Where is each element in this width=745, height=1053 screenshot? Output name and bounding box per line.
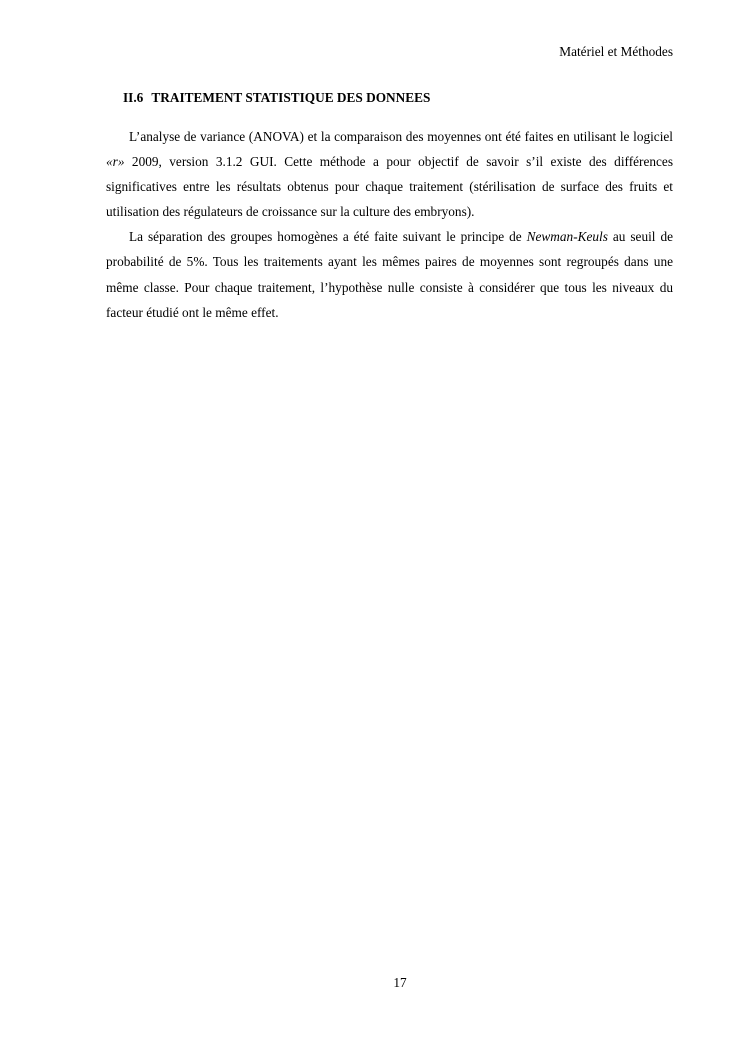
page-number: 17 [393,975,407,990]
method-name: Newman-Keuls [526,229,608,245]
paragraph-newman-keuls-text-2: au seuil de probabilité de 5%. Tous les traitements ayant les mêmes paires de moyennes sont regroupés dans une même classe. Pour chaque traitement, l’hypothèse nulle consiste à considérer que tous les niveaux du facteur étudié ont le même effet. [106,229,673,320]
section-number: II.6 [123,90,144,105]
paragraph-anova-text-1: L’analyse de variance (ANOVA) et la comparaison des moyennes ont été faites en utilisant le logiciel [129,129,673,144]
paragraph-newman-keuls [106,224,673,324]
paragraph-anova [106,124,673,224]
section-title: TRAITEMENT STATISTIQUE DES DONNEES [151,90,431,105]
paragraph-newman-keuls-text-1: La séparation des groupes homogènes a été faite suivant le principe de [129,229,527,245]
running-header: Matériel et Méthodes [559,44,673,59]
section-heading [123,89,430,107]
body-text [106,124,673,325]
paragraph-anova-text-2: 2009, version 3.1.2 GUI. Cette méthode a pour objectif de savoir s’il existe des différences significatives entre les résultats obtenus pour chaque traitement (stérilisation de surface des fruits et utilisation des régulateurs de croissance sur la culture des embryons). [106,154,673,220]
software-name: «r» [106,154,125,170]
